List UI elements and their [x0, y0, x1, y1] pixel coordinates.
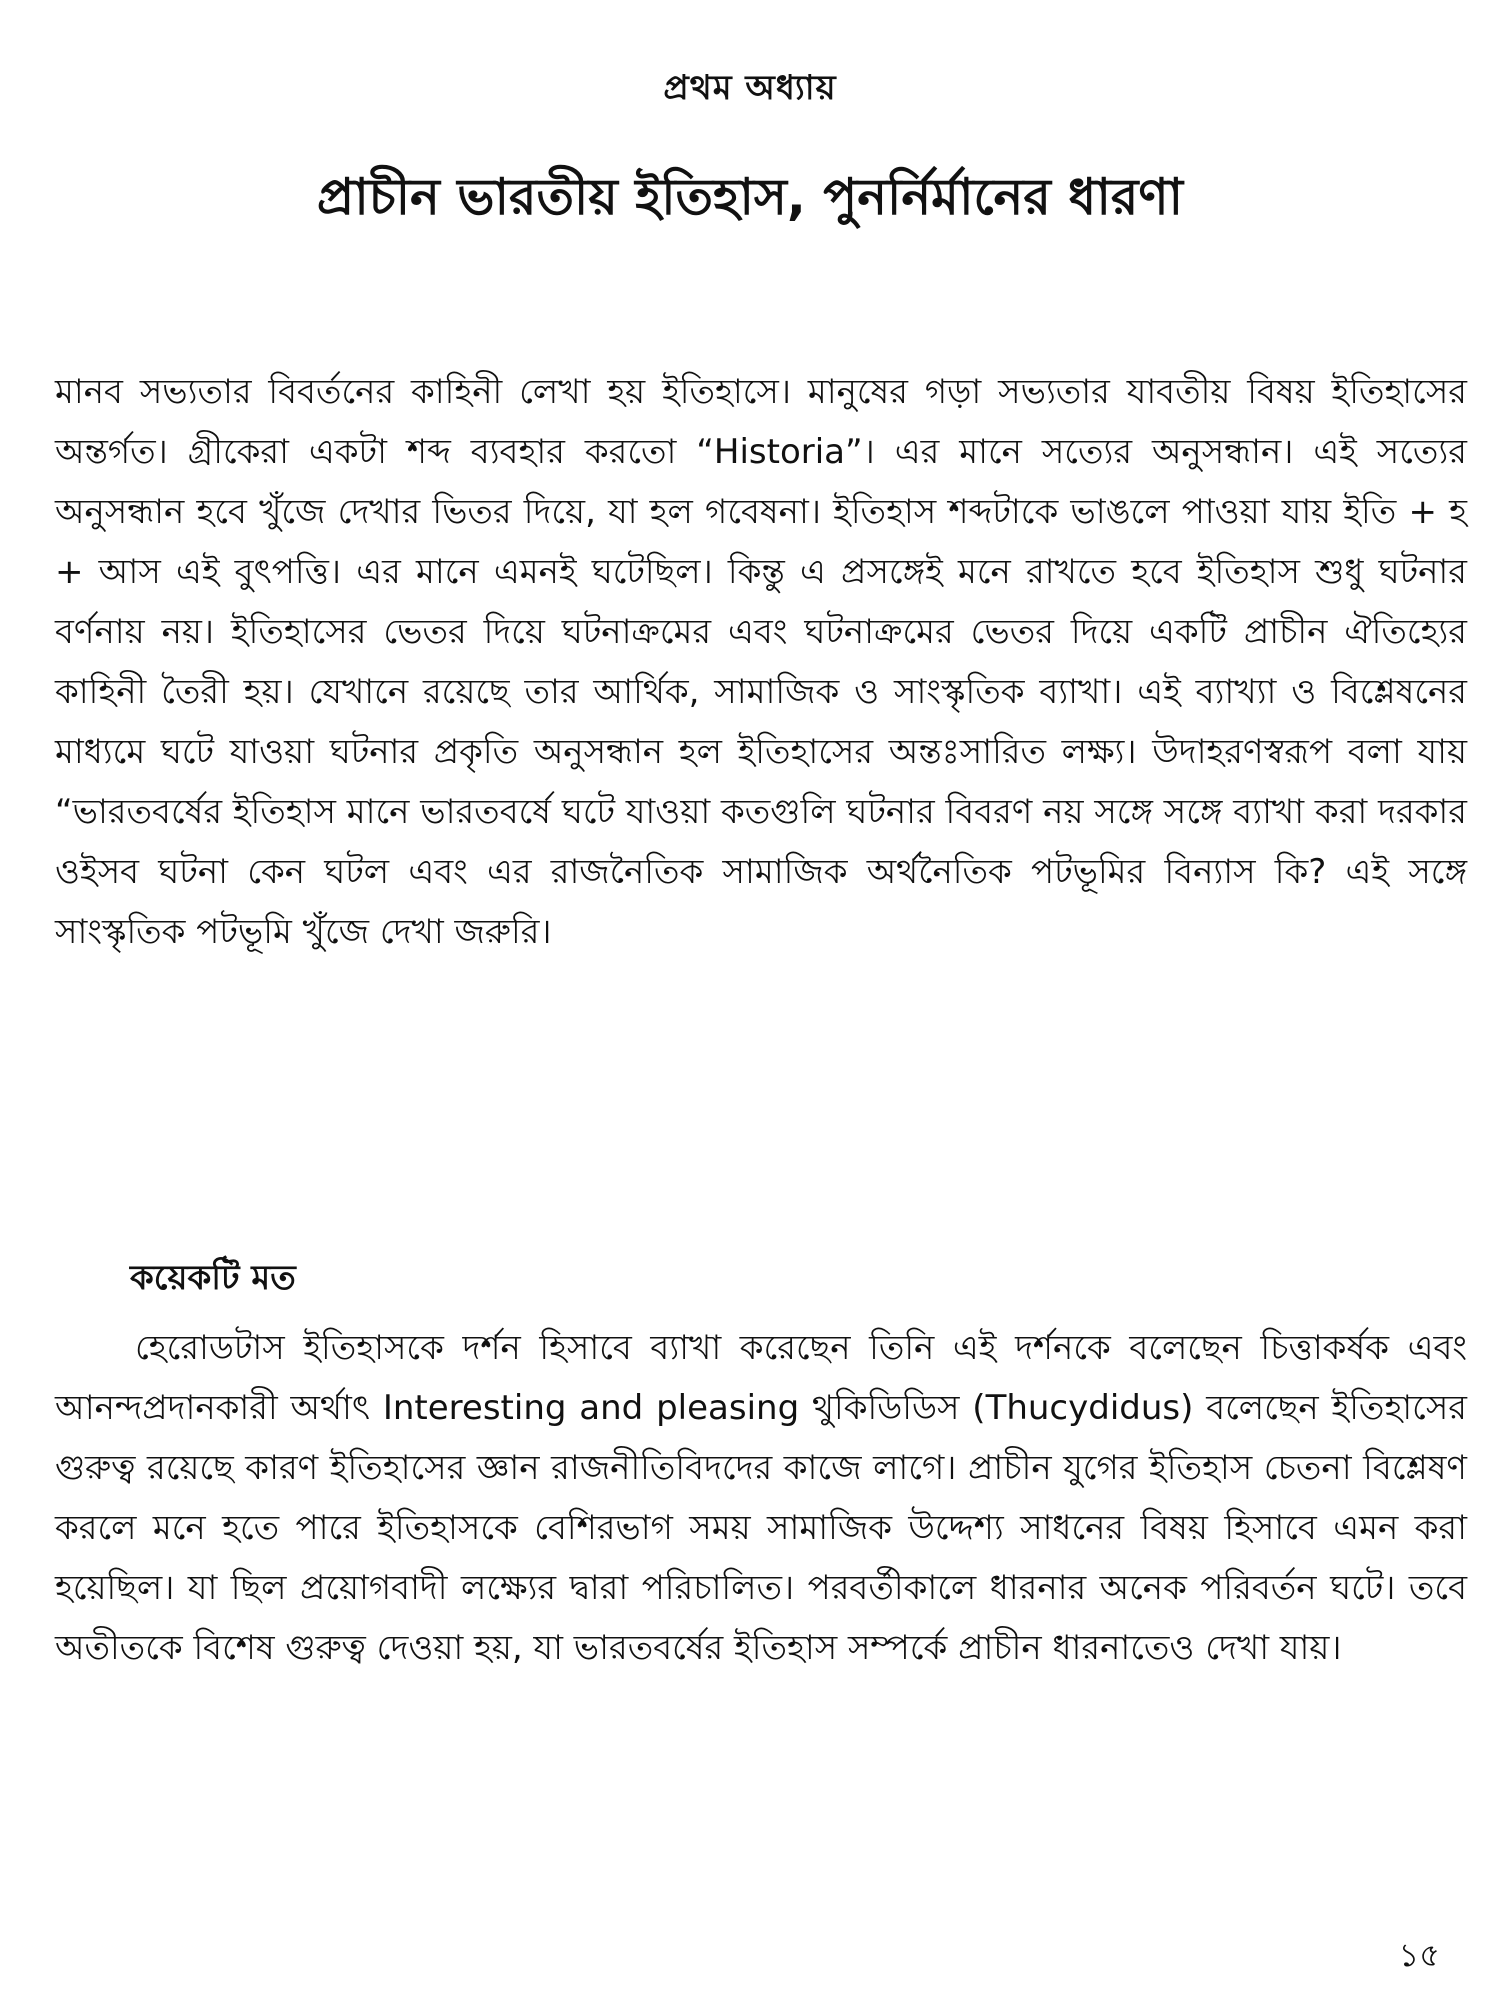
page-number: ১৫	[1398, 1936, 1440, 1974]
chapter-title: প্রাচীন ভারতীয় ইতিহাস, পুনর্নির্মানের ধারণা	[316, 168, 1184, 226]
chapter-label: প্রথম অধ্যায়	[663, 68, 837, 108]
section-heading: কয়েকটি মত	[130, 1258, 296, 1298]
intro-paragraph: মানব সভ্যতার বিবর্তনের কাহিনী লেখা হয় ইতিহাসে। মানুষের গড়া সভ্যতার যাবতীয় বিষয় ইতিহাসের অন্তর্গত। গ্রীকেরা একটা শব্দ ব্যবহার করতো “Historia”। এর মানে সত্যের অনুসন্ধান। এই সত্যের অনুসন্ধান হবে খুঁজে দেখার ভিতর দিয়ে, যা হল গবেষনা। ইতিহাস শব্দটাকে ভাঙলে পাওয়া যায় ইতি + হ + আস এই বুৎপত্তি। এর মানে এমনই ঘটেছিল। কিন্তু এ প্রসঙ্গেই মনে রাখতে হবে ইতিহাস শুধু ঘটনার বর্ণনায় নয়। ইতিহাসের ভেতর দিয়ে ঘটনাক্রমের এবং ঘটনাক্রমের ভেতর দিয়ে একটি প্রাচীন ঐতিহ্যের কাহিনী তৈরী হয়। যেখানে রয়েছে তার আর্থিক, সামাজিক ও সাংস্কৃতিক ব্যাখা। এই ব্যাখ্যা ও বিশ্লেষনের মাধ্যমে ঘটে যাওয়া ঘটনার প্রকৃতি অনুসন্ধান হল ইতিহাসের অন্তঃসারিত লক্ষ্য। উদাহরণস্বরূপ বলা যায় “ভারতবর্ষের ইতিহাস মানে ভারতবর্ষে ঘটে যাওয়া কতগুলি ঘটনার বিবরণ নয় সঙ্গে সঙ্গে ব্যাখা করা দরকার ওইসব ঘটনা কেন ঘটল এবং এর রাজনৈতিক সামাজিক অর্থনৈতিক পটভূমির বিন্যাস কি? এই সঙ্গে সাংস্কৃতিক পটভূমি খুঁজে দেখা জরুরি।	[55, 372, 1467, 952]
views-paragraph: হেরোডটাস ইতিহাসকে দর্শন হিসাবে ব্যাখা করেছেন তিনি এই দর্শনকে বলেছেন চিত্তাকর্ষক এবং আনন্দপ্রদানকারী অর্থাৎ Interesting and pleasing থুকিডিডিস (Thucydidus) বলেছেন ইতিহাসের গুরুত্ব রয়েছে কারণ ইতিহাসের জ্ঞান রাজনীতিবিদদের কাজে লাগে। প্রাচীন যুগের ইতিহাস চেতনা বিশ্লেষণ করলে মনে হতে পারে ইতিহাসকে বেশিরভাগ সময় সামাজিক উদ্দেশ্য সাধনের বিষয় হিসাবে এমন করা হয়েছিল। যা ছিল প্রয়োগবাদী লক্ষ্যের দ্বারা পরিচালিত। পরবর্তীকালে ধারনার অনেক পরিবর্তন ঘটে। তবে অতীতকে বিশেষ গুরুত্ব দেওয়া হয়, যা ভারতবর্ষের ইতিহাস সম্পর্কে প্রাচীন ধারনাতেও দেখা যায়।	[55, 1328, 1467, 1668]
